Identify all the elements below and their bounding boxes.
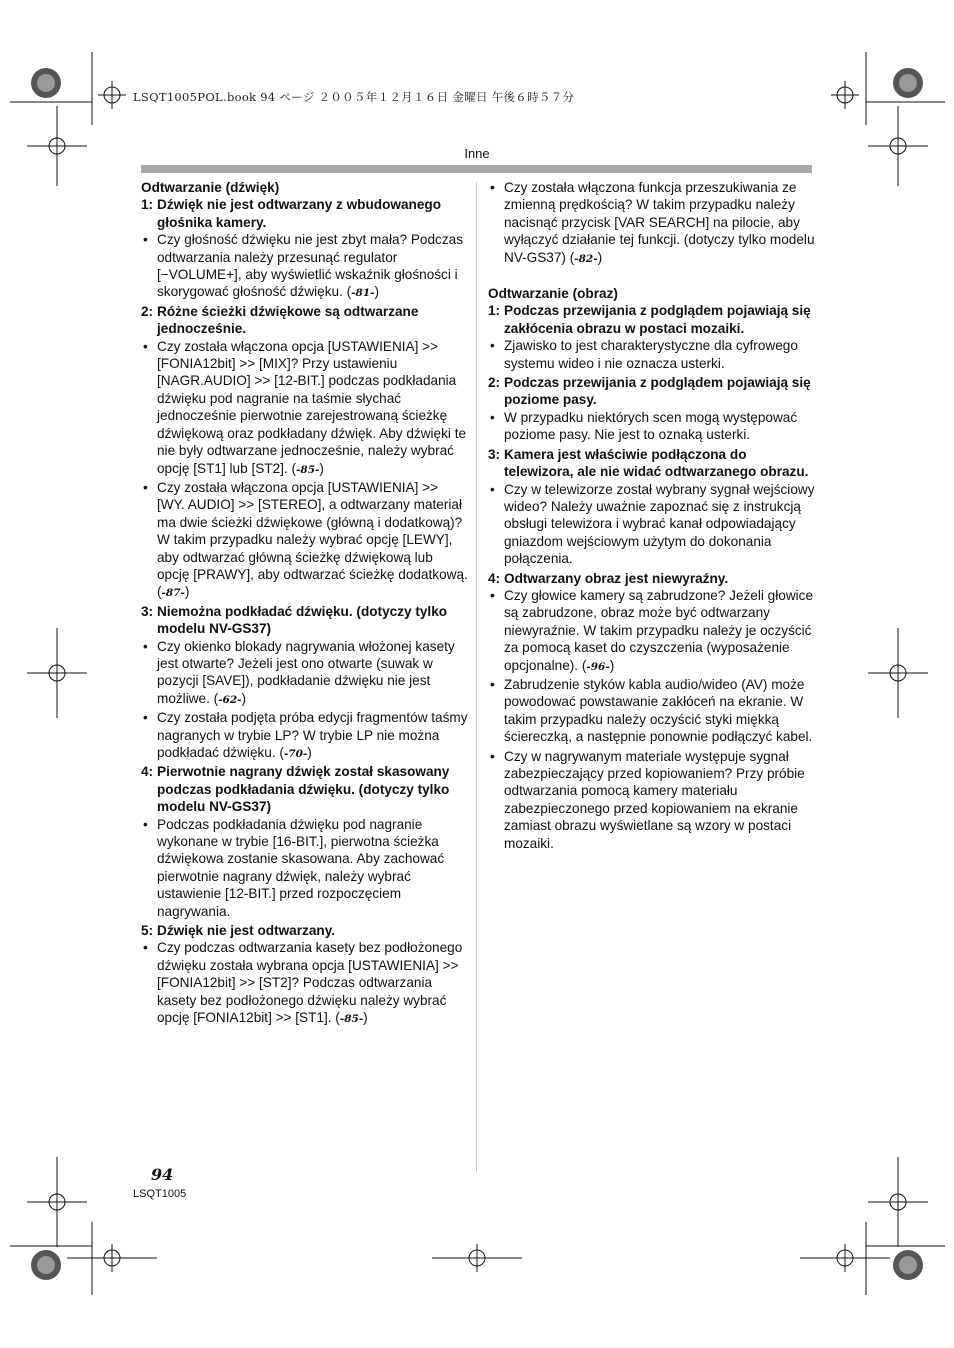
list-item: [488, 179, 816, 268]
bullet-body: Czy została włączona opcja [USTAWIENIA] >> [FONIA12bit] >> [MIX]? Przy ustawieniu [NAGR.AUDIO] >> [12-BIT.] podczas podkładania dźwięku pod nagranie na taśmie słychać jednocześnie pierwotnie zarejestrowaną ścieżkę dźwiękową oraz podkładany dźwięk. Aby dźwięki te nie były odtwarzane jednocześnie, należy wybrać opcję [ST1] lub [ST2]. (: [157, 338, 467, 476]
bullet-body: Zabrudzenie styków kabla audio/wideo (AV) może powodować powstawanie zakłóceń na ekranie. W takim przypadku należy oczyścić styki miękką ściereczką, a następnie ponownie podłączyć kabel.: [504, 676, 813, 745]
bullet-body: Czy została podjęta próba edycji fragmentów taśmy nagranych w trybie LP? W trybie LP nie można podkładać dźwięku. (: [157, 710, 468, 760]
numbered-problem: [488, 302, 816, 337]
bullet-text: [504, 409, 816, 446]
bullet-body: Czy okienko blokady nagrywania włożonej kasety jest otwarte? Jeżeli jest ono otwarte (suwak w pozycji [SAVE]), podkładanie dźwięku nie jest możliwe. (: [157, 638, 455, 706]
spacer: [488, 268, 816, 285]
list-item: [488, 676, 816, 748]
column-divider: [476, 182, 477, 1172]
list-item: [141, 816, 468, 922]
left-column: [141, 179, 468, 1029]
list-item: [488, 748, 816, 854]
page-reference: -85-: [339, 1013, 364, 1026]
page-reference: -87-: [161, 587, 185, 600]
problem-number: 1:: [488, 303, 501, 319]
bullet-tail: ): [597, 249, 603, 265]
bullet-icon: •: [490, 180, 495, 195]
header-rule: [141, 165, 812, 173]
numbered-problem: [141, 922, 468, 939]
problem-title: Pierwotnie nagrany dźwięk został skasowany podczas podkładania dźwięku. (dotyczy tylko modelu NV-GS37): [157, 764, 450, 815]
list-item: [488, 481, 816, 570]
page-reference: -96-: [586, 660, 610, 673]
bullet-body: Czy w telewizorze został wybrany sygnał wejściowy wideo? Należy uważnie zapoznać się z instrukcją obsługi telewizora i wybrać kanał odpowiadający gniazdom wejściowym użytym do dokonania połączenia.: [504, 481, 815, 567]
bullet-body: Czy głowice kamery są zabrudzone? Jeżeli głowice są zabrudzone, obraz może być odtwarzany niewyraźnie. W takim przypadku należy je oczyścić za pomocą kaset do czyszczenia (wyposażenie opcjonalne). (: [504, 587, 814, 673]
section-heading: Odtwarzanie (obraz): [488, 286, 618, 302]
bullet-icon: •: [490, 338, 495, 354]
page-number: 94: [151, 1165, 174, 1184]
bullet-tail: ): [319, 460, 324, 476]
bullet-tail: ): [609, 657, 615, 673]
list-item: [141, 709, 468, 763]
bullet-text: [504, 179, 816, 268]
bullet-body: Czy głośność dźwięku nie jest zbyt mała? Podczas odtwarzania należy przesunąć regulator [−VOLUME+], aby wyświetlić wskaźnik głośności i skorygować głośność dźwięku. (: [157, 232, 463, 300]
bullet-icon: •: [490, 748, 495, 764]
numbered-problem: [141, 303, 468, 338]
problem-number: 5:: [141, 923, 154, 939]
numbered-problem: [141, 603, 468, 638]
list-item: [141, 479, 468, 603]
list-item: [141, 231, 468, 303]
list-item: [488, 409, 816, 446]
bullet-text: [157, 816, 468, 922]
bullet-tail: ): [184, 584, 190, 600]
bullet-icon: •: [143, 232, 148, 248]
list-item: [141, 638, 468, 710]
bullet-text: [157, 709, 468, 763]
page-reference: -70-: [283, 748, 308, 760]
problem-title: Podczas przewijania z podglądem pojawiają się poziome pasy.: [504, 375, 811, 408]
bullet-text: [157, 479, 468, 603]
numbered-problem: [141, 763, 468, 815]
bullet-body: Czy została włączona funkcja przeszukiwania ze zmienną prędkością? W takim przypadku należy nacisnąć przycisk [VAR SEARCH] na pilocie, aby wyłączyć działanie tej funkcji. (dotyczy tylko modelu NV-GS37) (: [504, 180, 815, 265]
numbered-problem: [488, 446, 816, 481]
print-file-info: LSQT1005POL.book 94 ページ ２００５年１２月１６日 金曜日 午後６時５７分: [133, 90, 575, 104]
problem-title: Odtwarzany obraz jest niewyraźny.: [504, 570, 729, 586]
problem-title: Dźwięk nie jest odtwarzany.: [157, 923, 336, 939]
page-reference: -81-: [351, 287, 375, 300]
problem-number: 2:: [141, 303, 154, 319]
bullet-tail: ): [307, 745, 312, 760]
page-reference: -85-: [296, 463, 320, 476]
bullet-tail: ): [363, 1010, 368, 1026]
bullet-tail: ): [241, 690, 247, 706]
page-reference: -62-: [218, 693, 242, 706]
bullet-text: [504, 587, 816, 676]
bullet-icon: •: [143, 338, 148, 354]
problem-number: 4:: [141, 764, 154, 780]
bullet-text: [157, 939, 468, 1028]
problem-number: 3:: [488, 446, 501, 462]
bullet-body: Podczas podkładania dźwięku pod nagranie wykonane w trybie [16-BIT.], pierwotna ścieżka dźwiękowa zostanie skasowana. Aby zachować pierwotnie nagrany dźwięk, należy wybrać ustawienie [12-BIT.] przed rozpoczęciem nagrywania.: [157, 816, 445, 919]
bullet-icon: •: [143, 710, 148, 726]
bullet-tail: ): [374, 284, 380, 300]
page-reference: -82-: [574, 252, 598, 265]
bullet-icon: •: [143, 479, 148, 495]
problem-number: 3:: [141, 603, 154, 619]
list-item: [488, 337, 816, 374]
model-code: LSQT1005: [133, 1188, 187, 1200]
problem-title: Niemożna podkładać dźwięku. (dotyczy tylko modelu NV-GS37): [157, 603, 448, 637]
numbered-problem: [141, 196, 468, 231]
bullet-body: Zjawisko to jest charakterystyczne dla cyfrowego systemu wideo i nie oznacza usterki.: [504, 338, 798, 371]
bullet-text: [157, 638, 468, 710]
bullet-icon: •: [490, 481, 495, 497]
bullet-icon: •: [490, 676, 495, 692]
bullet-text: [504, 676, 816, 748]
bullet-text: [504, 481, 816, 570]
bullet-body: Czy w nagrywanym materiale występuje sygnał zabezpieczający przed kopiowaniem? Przy próbie odtwarzania pomocą kamery materiału zabezpieczonego przed kopiowaniem na ekranie zamiast obrazu wyświetlane są wzory w postaci mozaiki.: [504, 748, 805, 851]
list-item: [488, 587, 816, 676]
bullet-text: [504, 337, 816, 374]
problem-title: Podczas przewijania z podglądem pojawiają się zakłócenia obrazu w postaci mozaiki.: [504, 303, 811, 336]
bullet-icon: •: [143, 816, 148, 832]
bullet-body: W przypadku niektórych scen mogą występować poziome pasy. Nie jest to oznaką usterki.: [504, 409, 798, 443]
section-title: Inne: [464, 146, 490, 161]
bullet-body: Czy została włączona opcja [USTAWIENIA] >> [WY. AUDIO] >> [STEREO], a odtwarzany materiał ma dwie ścieżki dźwiękowe (główną i dodatkową)? W takim przypadku należy wybrać opcję [LEWY], aby odtwarzać główną ścieżkę dźwiękową lub opcję [PRAWY], aby odtwarzać ścieżkę dodatkową. (: [157, 479, 468, 600]
problem-number: 1:: [141, 197, 154, 213]
bullet-icon: •: [143, 940, 148, 956]
numbered-problem: [488, 570, 816, 587]
bullet-icon: •: [143, 638, 148, 654]
problem-title: Kamera jest właściwie podłączona do telewizora, ale nie widać odtwarzanego obrazu.: [504, 446, 809, 480]
bullet-text: [157, 338, 468, 479]
bullet-text: [157, 231, 468, 303]
problem-title: Dźwięk nie jest odtwarzany z wbudowanego głośnika kamery.: [157, 197, 442, 230]
list-item: [141, 939, 468, 1028]
bullet-body: Czy podczas odtwarzania kasety bez podłożonego dźwięku została wybrana opcja [USTAWIENIA] >> [FONIA12bit] >> [ST2]? Podczas odtwarzania kasety bez podłożonego dźwięku należy wybrać opcję [FONIA12bit] >> [ST1]. (: [157, 940, 463, 1026]
section-heading: Odtwarzanie (dźwięk): [141, 180, 280, 195]
problem-number: 4:: [488, 570, 501, 586]
bullet-text: [504, 748, 816, 854]
problem-title: Różne ścieżki dźwiękowe są odtwarzane jednocześnie.: [157, 303, 419, 337]
list-item: [141, 338, 468, 479]
numbered-problem: [488, 374, 816, 409]
right-column: [488, 179, 816, 854]
bullet-icon: •: [490, 409, 495, 425]
problem-number: 2:: [488, 375, 501, 391]
bullet-icon: •: [490, 587, 495, 603]
